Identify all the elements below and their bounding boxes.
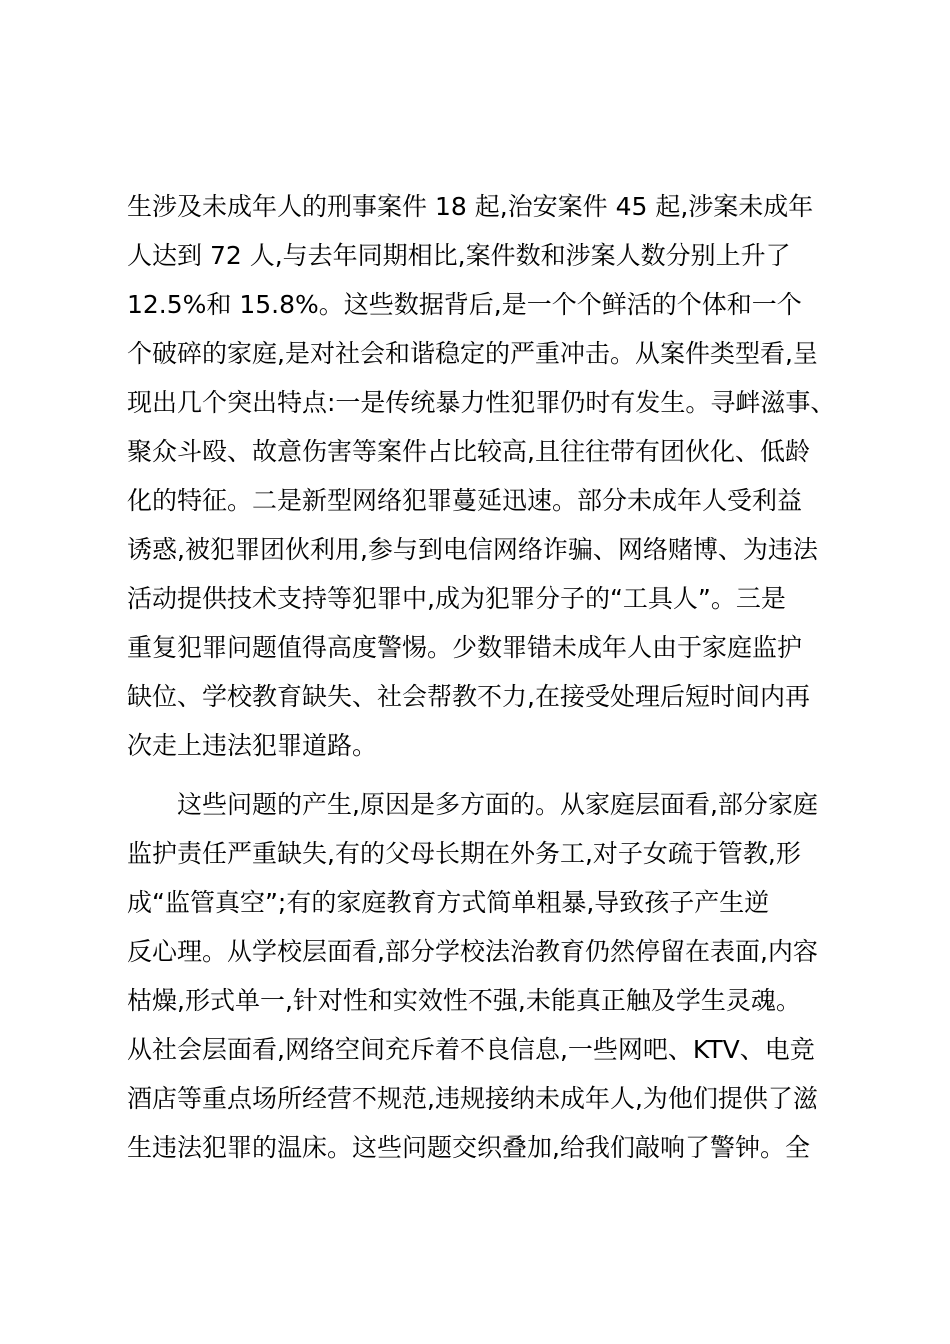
paragraph-1-line: 诱惑,被犯罪团伙利用,参与到电信网络诈骗、网络赌博、为违法 bbox=[127, 535, 818, 564]
paragraph-2-line: 生违法犯罪的温床。这些问题交织叠加,给我们敲响了警钟。全 bbox=[127, 1133, 810, 1162]
paragraph-2-line: 枯燥,形式单一,针对性和实效性不强,未能真正触及学生灵魂。 bbox=[127, 986, 801, 1015]
paragraph-2-line: 成“监管真空”;有的家庭教育方式简单粗暴,导致孩子产生逆 bbox=[127, 888, 770, 917]
paragraph-1-line: 12.5%和 15.8%。这些数据背后,是一个个鲜活的个体和一个 bbox=[127, 290, 802, 319]
paragraph-1-line: 聚众斗殴、故意伤害等案件占比较高,且往往带有团伙化、低龄 bbox=[127, 437, 810, 466]
paragraph-2-line: 监护责任严重缺失,有的父母长期在外务工,对子女疏于管教,形 bbox=[127, 839, 801, 868]
paragraph-1-line: 生涉及未成年人的刑事案件 18 起,治安案件 45 起,涉案未成年 bbox=[127, 192, 814, 221]
paragraph-2-line: 从社会层面看,网络空间充斥着不良信息,一些网吧、KTV、电竞 bbox=[127, 1035, 815, 1064]
paragraph-1-line: 化的特征。二是新型网络犯罪蔓延迅速。部分未成年人受利益 bbox=[127, 486, 803, 515]
paragraph-2 bbox=[127, 780, 837, 1172]
paragraph-1 bbox=[127, 182, 837, 770]
paragraph-1-line: 个破碎的家庭,是对社会和谐稳定的严重冲击。从案件类型看,呈 bbox=[127, 339, 818, 368]
paragraph-1-line: 现出几个突出特点:一是传统暴力性犯罪仍时有发生。寻衅滋事、 bbox=[127, 388, 836, 417]
paragraph-2-line: 这些问题的产生,原因是多方面的。从家庭层面看,部分家庭 bbox=[177, 790, 818, 819]
paragraph-1-line: 活动提供技术支持等犯罪中,成为犯罪分子的“工具人”。三是 bbox=[127, 584, 786, 613]
paragraph-2-line: 反心理。从学校层面看,部分学校法治教育仍然停留在表面,内容 bbox=[127, 937, 818, 966]
paragraph-1-line: 缺位、学校教育缺失、社会帮教不力,在接受处理后短时间内再 bbox=[127, 682, 810, 711]
paragraph-1-line: 重复犯罪问题值得高度警惕。少数罪错未成年人由于家庭监护 bbox=[127, 633, 803, 662]
paragraph-2-line: 酒店等重点场所经营不规范,违规接纳未成年人,为他们提供了滋 bbox=[127, 1084, 818, 1113]
paragraph-1-line: 人达到 72 人,与去年同期相比,案件数和涉案人数分别上升了 bbox=[127, 241, 791, 270]
paragraph-1-line: 次走上违法犯罪道路。 bbox=[127, 731, 378, 760]
